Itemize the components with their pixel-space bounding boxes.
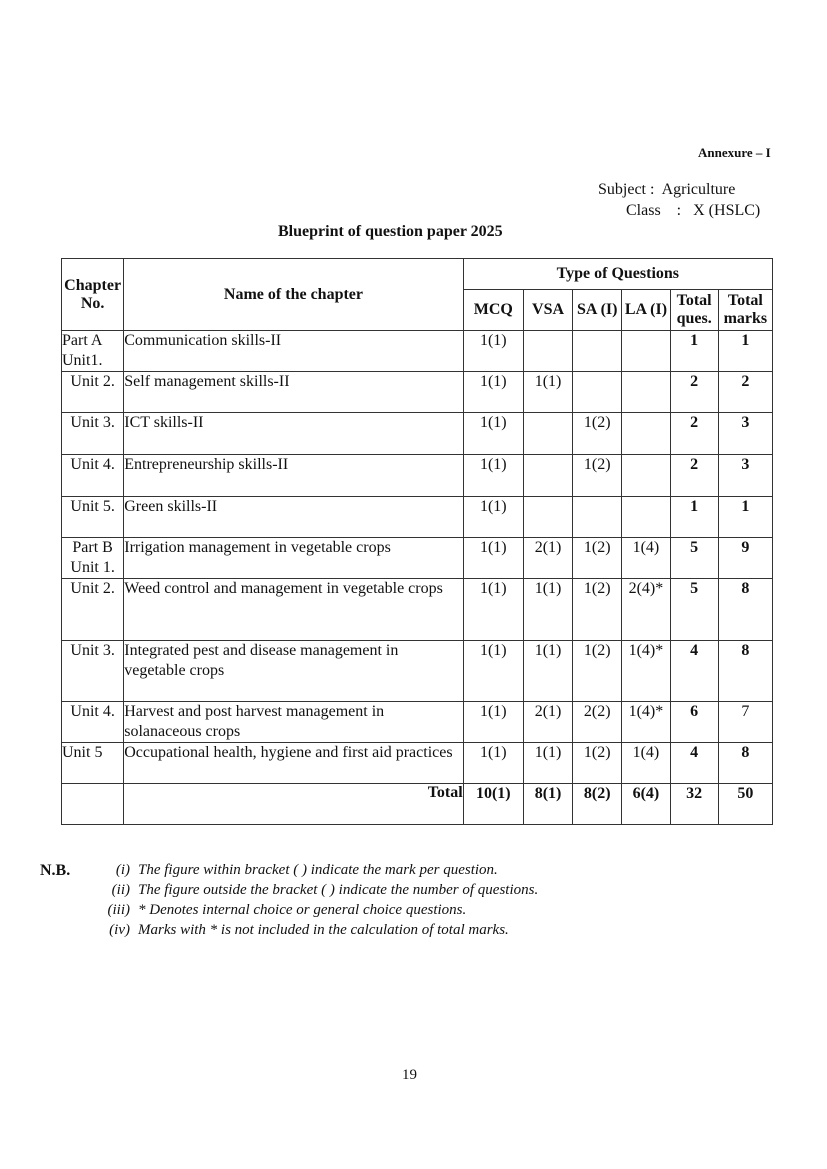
note-item bbox=[86, 882, 538, 899]
mcq-cell: 1(1) bbox=[463, 743, 523, 784]
mcq-cell: 1(1) bbox=[463, 372, 523, 413]
vsa-cell: 1(1) bbox=[523, 372, 572, 413]
header-mcq: MCQ bbox=[463, 290, 523, 331]
sa-cell: 1(2) bbox=[573, 579, 622, 641]
chapter-name-cell: Entrepreneurship skills-II bbox=[124, 455, 463, 497]
chapter-name-cell: Green skills-II bbox=[124, 497, 463, 538]
total-marks-cell: 8 bbox=[718, 641, 772, 702]
note-item bbox=[86, 922, 509, 939]
total-ques-cell: 4 bbox=[670, 641, 718, 702]
note-text: The figure outside the bracket ( ) indicate the number of questions. bbox=[138, 882, 539, 898]
mcq-cell: 1(1) bbox=[463, 497, 523, 538]
total-ques-cell: 1 bbox=[670, 497, 718, 538]
mcq-cell: 1(1) bbox=[463, 538, 523, 579]
total-marks-cell: 9 bbox=[718, 538, 772, 579]
la-cell bbox=[622, 372, 670, 413]
mcq-cell: 1(1) bbox=[463, 641, 523, 702]
page-number: 19 bbox=[402, 1067, 417, 1083]
note-number: (iii) bbox=[107, 902, 130, 918]
total-ques-cell: 4 bbox=[670, 743, 718, 784]
header-vsa: VSA bbox=[523, 290, 572, 331]
mcq-cell: 1(1) bbox=[463, 579, 523, 641]
total-sa: 8(2) bbox=[573, 784, 622, 825]
class-label: Class bbox=[626, 202, 661, 219]
total-chapter-cell bbox=[62, 784, 124, 825]
la-cell: 1(4)* bbox=[622, 641, 670, 702]
total-marks-cell: 8 bbox=[718, 743, 772, 784]
total-ques-cell: 5 bbox=[670, 579, 718, 641]
la-cell: 2(4)* bbox=[622, 579, 670, 641]
sa-cell: 1(2) bbox=[573, 641, 622, 702]
total-ques-cell: 2 bbox=[670, 413, 718, 455]
chapter-cell: Unit 2. bbox=[62, 579, 124, 641]
note-number: (iv) bbox=[109, 922, 130, 938]
sa-cell: 1(2) bbox=[573, 538, 622, 579]
note-number: (ii) bbox=[111, 882, 130, 898]
total-ques-cell: 1 bbox=[670, 331, 718, 372]
mcq-cell: 1(1) bbox=[463, 455, 523, 497]
chapter-cell: Part B Unit 1. bbox=[62, 538, 124, 579]
chapter-cell: Unit 4. bbox=[62, 702, 124, 743]
note-text: * Denotes internal choice or general choice questions. bbox=[138, 902, 467, 918]
chapter-name-cell: Integrated pest and disease management in vegetable crops bbox=[124, 641, 463, 702]
table-row bbox=[62, 641, 773, 702]
la-cell: 1(4) bbox=[622, 743, 670, 784]
total-marks-cell: 3 bbox=[718, 455, 772, 497]
vsa-cell: 2(1) bbox=[523, 538, 572, 579]
total-marks: 50 bbox=[718, 784, 772, 825]
header-chapter-name: Name of the chapter bbox=[124, 259, 463, 331]
notes-label: N.B. bbox=[40, 862, 71, 879]
total-marks-cell: 2 bbox=[718, 372, 772, 413]
total-marks-cell: 8 bbox=[718, 579, 772, 641]
note-text: The figure within bracket ( ) indicate the mark per question. bbox=[138, 862, 498, 878]
chapter-name-cell: Irrigation management in vegetable crops bbox=[124, 538, 463, 579]
sa-cell: 1(2) bbox=[573, 455, 622, 497]
subject-label: Subject : bbox=[598, 181, 655, 198]
sa-cell bbox=[573, 372, 622, 413]
chapter-cell: Part A Unit1. bbox=[62, 331, 124, 372]
class-value: X (HSLC) bbox=[693, 202, 761, 219]
la-cell bbox=[622, 413, 670, 455]
chapter-cell: Unit 3. bbox=[62, 413, 124, 455]
blueprint-table bbox=[61, 258, 773, 825]
sa-cell: 1(2) bbox=[573, 413, 622, 455]
total-marks-cell: 3 bbox=[718, 413, 772, 455]
chapter-cell: Unit 4. bbox=[62, 455, 124, 497]
header-la: LA (I) bbox=[622, 290, 670, 331]
la-cell: 1(4) bbox=[622, 538, 670, 579]
note-text: Marks with * is not included in the calculation of total marks. bbox=[138, 922, 509, 938]
chapter-cell: Unit 5. bbox=[62, 497, 124, 538]
total-marks-cell: 1 bbox=[718, 497, 772, 538]
mcq-cell: 1(1) bbox=[463, 413, 523, 455]
vsa-cell: 1(1) bbox=[523, 579, 572, 641]
subject-value: Agriculture bbox=[661, 181, 736, 198]
vsa-cell bbox=[523, 331, 572, 372]
total-ques-cell: 2 bbox=[670, 455, 718, 497]
note-number: (i) bbox=[115, 862, 130, 878]
total-row bbox=[62, 784, 773, 825]
table-row bbox=[62, 372, 773, 413]
total-vsa: 8(1) bbox=[523, 784, 572, 825]
annexure-label: Annexure – I bbox=[698, 145, 771, 160]
total-ques-cell: 6 bbox=[670, 702, 718, 743]
sa-cell: 2(2) bbox=[573, 702, 622, 743]
header-type-of-questions: Type of Questions bbox=[463, 259, 772, 290]
total-marks-cell: 7 bbox=[718, 702, 772, 743]
header-total-marks: Total marks bbox=[718, 290, 772, 331]
vsa-cell: 2(1) bbox=[523, 702, 572, 743]
la-cell bbox=[622, 455, 670, 497]
table-row bbox=[62, 497, 773, 538]
note-item bbox=[86, 862, 498, 879]
total-label: Total bbox=[124, 784, 463, 825]
header-chapter-no: Chapter No. bbox=[62, 259, 124, 331]
mcq-cell: 1(1) bbox=[463, 702, 523, 743]
sa-cell: 1(2) bbox=[573, 743, 622, 784]
vsa-cell bbox=[523, 455, 572, 497]
document-title: Blueprint of question paper 2025 bbox=[278, 223, 503, 240]
chapter-cell: Unit 3. bbox=[62, 641, 124, 702]
total-la: 6(4) bbox=[622, 784, 670, 825]
chapter-name-cell: Harvest and post harvest management in solanaceous crops bbox=[124, 702, 463, 743]
table-row bbox=[62, 743, 773, 784]
vsa-cell bbox=[523, 497, 572, 538]
total-ques-cell: 2 bbox=[670, 372, 718, 413]
la-cell bbox=[622, 497, 670, 538]
la-cell bbox=[622, 331, 670, 372]
chapter-cell: Unit 5 bbox=[62, 743, 124, 784]
table-row bbox=[62, 702, 773, 743]
chapter-cell: Unit 2. bbox=[62, 372, 124, 413]
chapter-name-cell: Occupational health, hygiene and first aid practices bbox=[124, 743, 463, 784]
table-row bbox=[62, 455, 773, 497]
chapter-name-cell: Weed control and management in vegetable crops bbox=[124, 579, 463, 641]
sa-cell bbox=[573, 331, 622, 372]
vsa-cell: 1(1) bbox=[523, 743, 572, 784]
note-item bbox=[86, 902, 466, 919]
total-mcq: 10(1) bbox=[463, 784, 523, 825]
vsa-cell: 1(1) bbox=[523, 641, 572, 702]
subject-line bbox=[598, 181, 735, 199]
table-row bbox=[62, 331, 773, 372]
sa-cell bbox=[573, 497, 622, 538]
header-sa: SA (I) bbox=[573, 290, 622, 331]
class-line bbox=[626, 202, 760, 220]
total-marks-cell: 1 bbox=[718, 331, 772, 372]
table-row bbox=[62, 413, 773, 455]
header-total-ques: Total ques. bbox=[670, 290, 718, 331]
vsa-cell bbox=[523, 413, 572, 455]
chapter-name-cell: Self management skills-II bbox=[124, 372, 463, 413]
table-row bbox=[62, 579, 773, 641]
chapter-name-cell: Communication skills-II bbox=[124, 331, 463, 372]
header-row-1 bbox=[62, 259, 773, 290]
chapter-name-cell: ICT skills-II bbox=[124, 413, 463, 455]
total-ques-cell: 5 bbox=[670, 538, 718, 579]
mcq-cell: 1(1) bbox=[463, 331, 523, 372]
class-separator: : bbox=[676, 202, 682, 219]
table-row bbox=[62, 538, 773, 579]
la-cell: 1(4)* bbox=[622, 702, 670, 743]
total-ques: 32 bbox=[670, 784, 718, 825]
